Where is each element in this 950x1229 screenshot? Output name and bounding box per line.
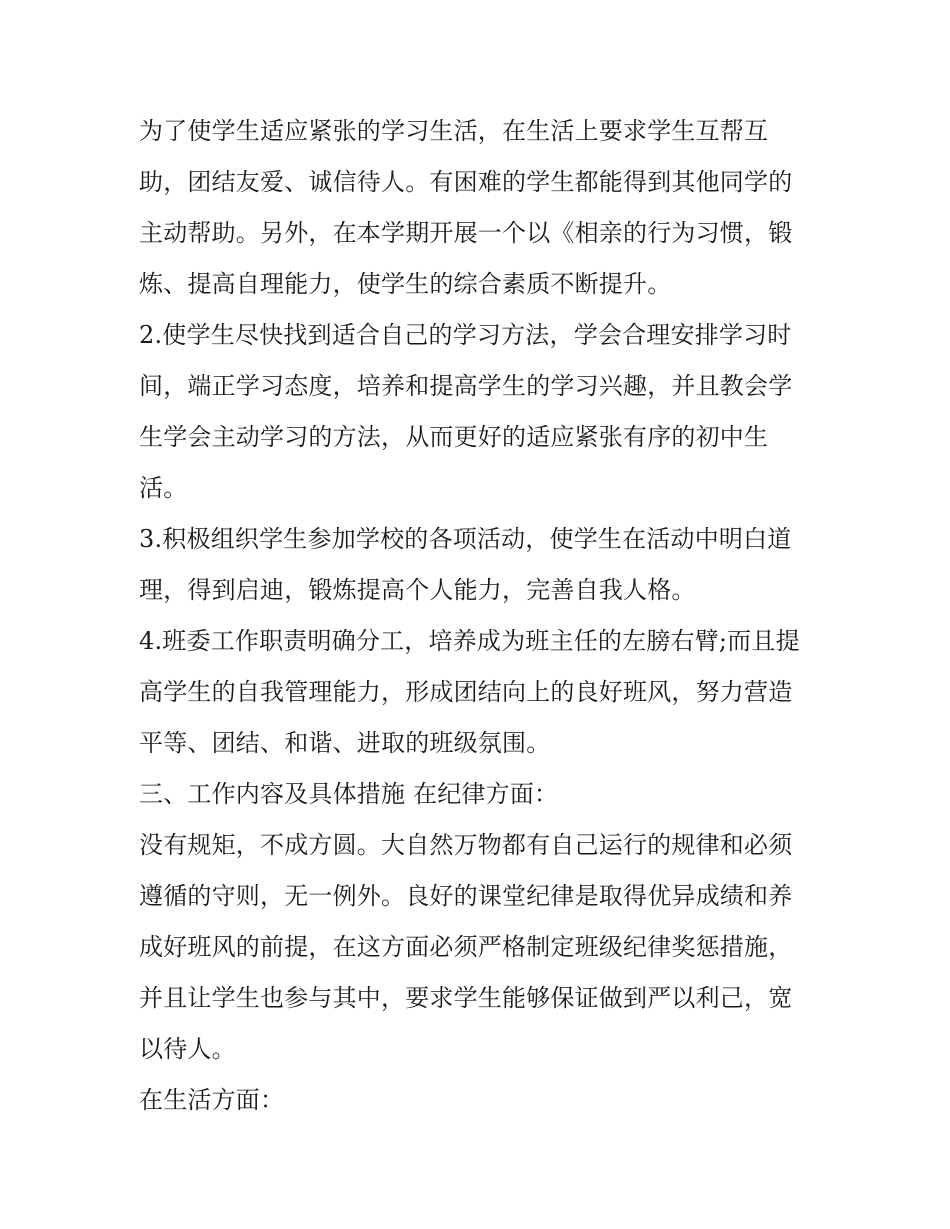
list-item-3-line: 3.积极组织学生参加学校的各项活动，使学生在活动中明白道	[139, 525, 792, 553]
body-line: 活。	[139, 474, 188, 502]
body-line: 高学生的自我管理能力，形成团结向上的良好班风，努力营造	[139, 678, 793, 706]
body-line: 平等、团结、和谐、进取的班级氛围。	[139, 729, 551, 757]
body-line: 以待人。	[139, 1035, 236, 1063]
body-line: 炼、提高自理能力，使学生的综合素质不断提升。	[139, 270, 672, 298]
body-line: 成好班风的前提，在这方面必须严格制定班级纪律奖惩措施，	[139, 933, 793, 961]
body-line: 没有规矩，不成方圆。大自然万物都有自己运行的规律和必须	[139, 831, 793, 859]
list-item-2-line: 2.使学生尽快找到适合自己的学习方法，学会合理安排学习时	[139, 321, 792, 349]
section-heading: 三、工作内容及具体措施 在纪律方面：	[139, 780, 559, 808]
body-line: 并且让学生也参与其中，要求学生能够保证做到严以利己，宽	[139, 984, 793, 1012]
list-item-4-line: 4.班委工作职责明确分工，培养成为班主任的左膀右臂;而且提	[139, 627, 800, 655]
body-line: 理，得到启迪，锻炼提高个人能力，完善自我人格。	[139, 576, 696, 604]
body-line: 生学会主动学习的方法，从而更好的适应紧张有序的初中生	[139, 423, 769, 451]
document-body	[139, 106, 819, 1126]
body-line: 助，团结友爱、诚信待人。有困难的学生都能得到其他同学的	[139, 168, 793, 196]
body-line: 主动帮助。另外，在本学期开展一个以《相亲的行为习惯，锻	[139, 219, 793, 247]
body-line: 遵循的守则，无一例外。良好的课堂纪律是取得优异成绩和养	[139, 882, 793, 910]
subsection-heading: 在生活方面：	[139, 1086, 285, 1114]
body-line: 为了使学生适应紧张的学习生活，在生活上要求学生互帮互	[139, 117, 769, 145]
body-line: 间，端正学习态度，培养和提高学生的学习兴趣，并且教会学	[139, 372, 793, 400]
